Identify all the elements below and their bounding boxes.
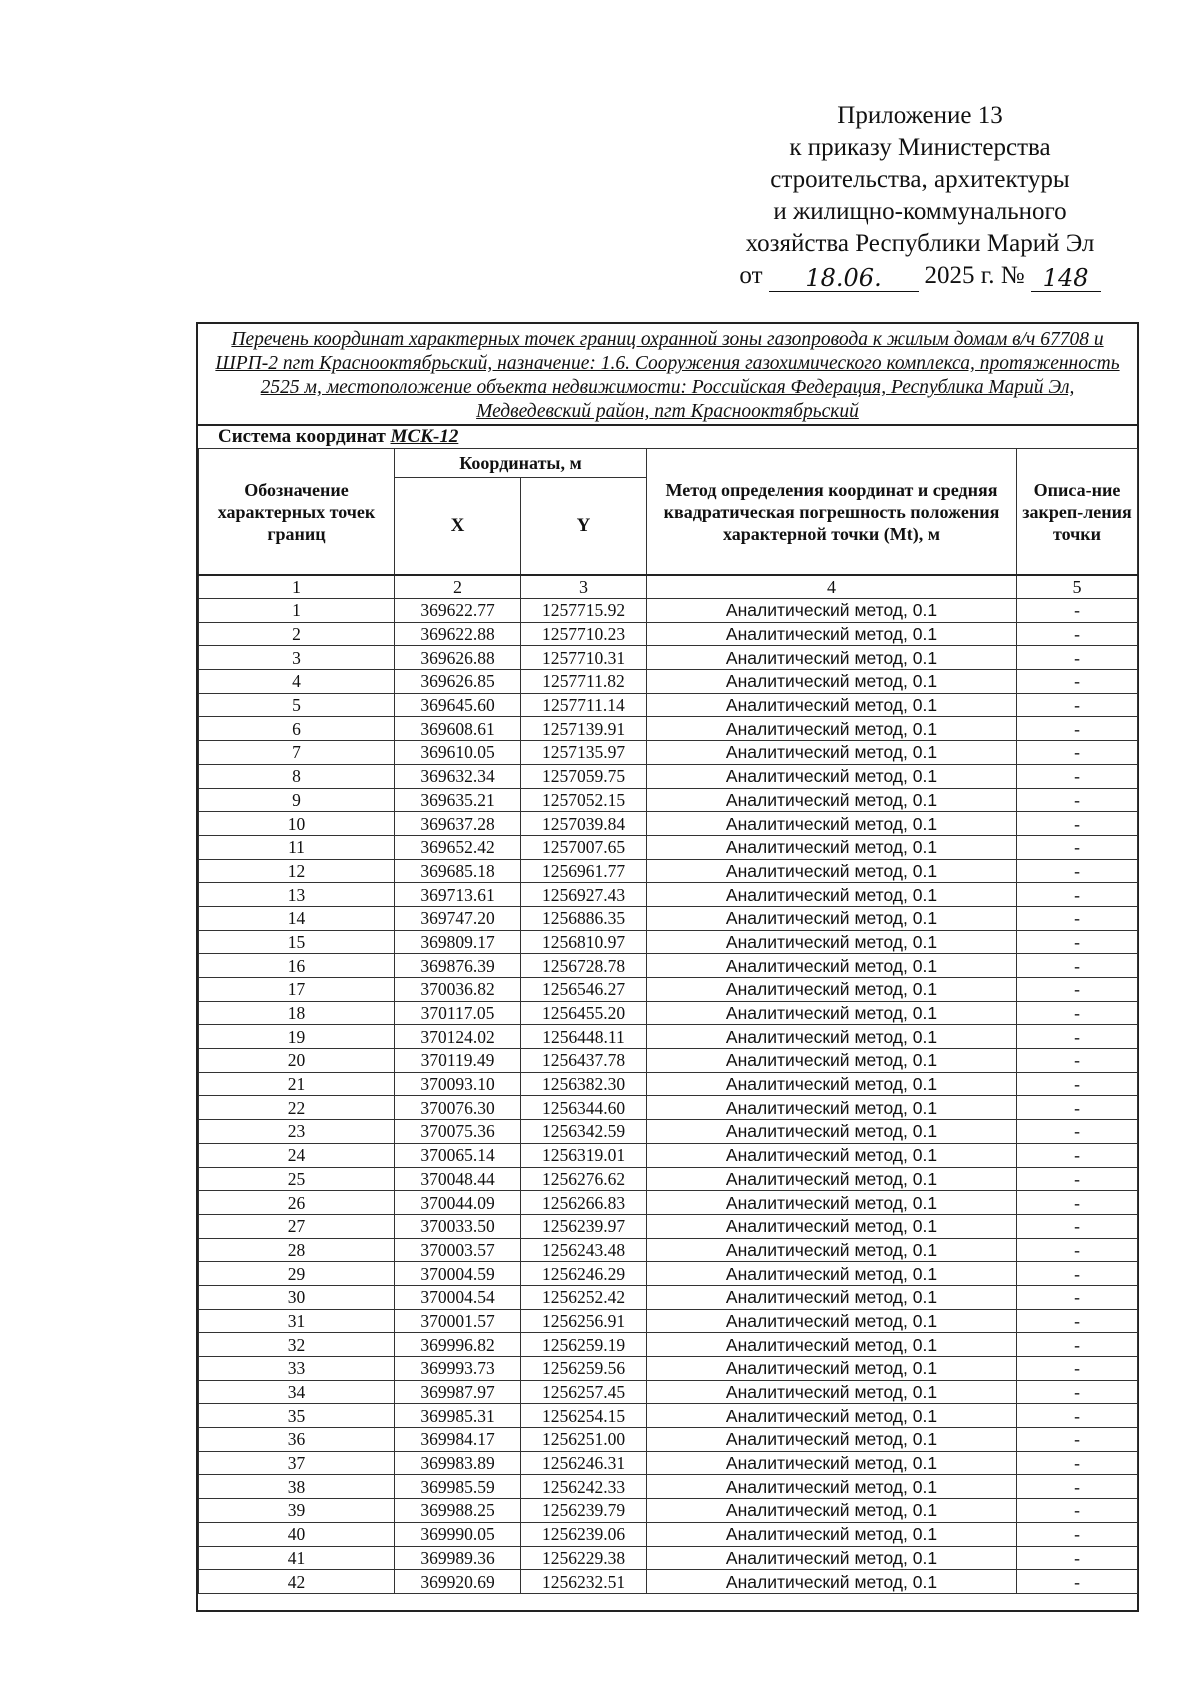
table-row — [199, 930, 1138, 954]
point-number: 3 — [199, 646, 395, 670]
appendix-line: к приказу Министерства — [789, 134, 1051, 161]
coord-y: 1256448.11 — [521, 1025, 647, 1049]
table-row — [199, 1025, 1138, 1049]
method-cell: Аналитический метод, 0.1 — [647, 788, 1017, 812]
coord-x: 369635.21 — [395, 788, 521, 812]
method-cell: Аналитический метод, 0.1 — [647, 1001, 1017, 1025]
description-cell: - — [1017, 1120, 1138, 1144]
coordinates-table — [198, 448, 1138, 1594]
point-number: 13 — [199, 883, 395, 907]
point-number: 34 — [199, 1380, 395, 1404]
point-number: 27 — [199, 1214, 395, 1238]
point-number: 23 — [199, 1120, 395, 1144]
description-cell: - — [1017, 1143, 1138, 1167]
point-number: 14 — [199, 906, 395, 930]
description-cell: - — [1017, 1404, 1138, 1428]
description-cell: - — [1017, 1451, 1138, 1475]
point-number: 35 — [199, 1404, 395, 1428]
method-cell: Аналитический метод, 0.1 — [647, 1475, 1017, 1499]
coord-x: 369996.82 — [395, 1333, 521, 1357]
method-cell: Аналитический метод, 0.1 — [647, 622, 1017, 646]
coord-y: 1256266.83 — [521, 1191, 647, 1215]
table-body — [199, 599, 1138, 1594]
table-row — [199, 859, 1138, 883]
coord-x: 370075.36 — [395, 1120, 521, 1144]
description-cell: - — [1017, 1499, 1138, 1523]
method-cell: Аналитический метод, 0.1 — [647, 1570, 1017, 1594]
coord-x: 369988.25 — [395, 1499, 521, 1523]
method-cell: Аналитический метод, 0.1 — [647, 1096, 1017, 1120]
point-number: 24 — [199, 1143, 395, 1167]
description-cell: - — [1017, 1191, 1138, 1215]
description-cell: - — [1017, 906, 1138, 930]
table-row — [199, 622, 1138, 646]
description-cell: - — [1017, 930, 1138, 954]
coord-x: 369608.61 — [395, 717, 521, 741]
method-cell: Аналитический метод, 0.1 — [647, 1522, 1017, 1546]
table-row — [199, 1285, 1138, 1309]
description-cell: - — [1017, 1546, 1138, 1570]
description-cell: - — [1017, 1096, 1138, 1120]
method-cell: Аналитический метод, 0.1 — [647, 1191, 1017, 1215]
table-row — [199, 1357, 1138, 1381]
coord-y: 1256256.91 — [521, 1309, 647, 1333]
method-cell: Аналитический метод, 0.1 — [647, 1546, 1017, 1570]
point-number: 30 — [199, 1285, 395, 1309]
point-number: 10 — [199, 812, 395, 836]
table-row — [199, 1167, 1138, 1191]
coord-x: 369632.34 — [395, 764, 521, 788]
table-row — [199, 1191, 1138, 1215]
coord-x: 369713.61 — [395, 883, 521, 907]
header-x: X — [395, 478, 521, 576]
point-number: 26 — [199, 1191, 395, 1215]
coord-x: 369987.97 — [395, 1380, 521, 1404]
coord-x: 369610.05 — [395, 741, 521, 765]
coord-y: 1257052.15 — [521, 788, 647, 812]
description-cell: - — [1017, 883, 1138, 907]
point-number: 32 — [199, 1333, 395, 1357]
coord-x: 369809.17 — [395, 930, 521, 954]
coord-y: 1256886.35 — [521, 906, 647, 930]
method-cell: Аналитический метод, 0.1 — [647, 670, 1017, 694]
description-cell: - — [1017, 622, 1138, 646]
coord-y: 1256961.77 — [521, 859, 647, 883]
table-row — [199, 978, 1138, 1002]
description-cell: - — [1017, 978, 1138, 1002]
description-cell: - — [1017, 693, 1138, 717]
description-cell: - — [1017, 646, 1138, 670]
description-cell: - — [1017, 835, 1138, 859]
point-number: 18 — [199, 1001, 395, 1025]
header-y: Y — [521, 478, 647, 576]
method-cell: Аналитический метод, 0.1 — [647, 1357, 1017, 1381]
coord-y: 1256319.01 — [521, 1143, 647, 1167]
coord-x: 370117.05 — [395, 1001, 521, 1025]
method-cell: Аналитический метод, 0.1 — [647, 1262, 1017, 1286]
table-row — [199, 1238, 1138, 1262]
coord-y: 1257039.84 — [521, 812, 647, 836]
coord-x: 370033.50 — [395, 1214, 521, 1238]
method-cell: Аналитический метод, 0.1 — [647, 812, 1017, 836]
coord-y: 1256243.48 — [521, 1238, 647, 1262]
point-number: 28 — [199, 1238, 395, 1262]
method-cell: Аналитический метод, 0.1 — [647, 835, 1017, 859]
point-number: 12 — [199, 859, 395, 883]
coord-x: 369985.59 — [395, 1475, 521, 1499]
coord-x: 370004.59 — [395, 1262, 521, 1286]
point-number: 36 — [199, 1428, 395, 1452]
column-number: 2 — [395, 575, 521, 599]
description-cell: - — [1017, 717, 1138, 741]
year-label: 2025 г. № — [924, 262, 1025, 289]
point-number: 5 — [199, 693, 395, 717]
point-number: 8 — [199, 764, 395, 788]
coord-x: 370003.57 — [395, 1238, 521, 1262]
table-row — [199, 1049, 1138, 1073]
table-row — [199, 1262, 1138, 1286]
description-cell: - — [1017, 1570, 1138, 1594]
point-number: 9 — [199, 788, 395, 812]
coord-y: 1256810.97 — [521, 930, 647, 954]
point-number: 39 — [199, 1499, 395, 1523]
table-row — [199, 1001, 1138, 1025]
point-number: 19 — [199, 1025, 395, 1049]
table-row — [199, 788, 1138, 812]
order-date: 18.06. — [769, 265, 919, 292]
method-cell: Аналитический метод, 0.1 — [647, 1025, 1017, 1049]
method-cell: Аналитический метод, 0.1 — [647, 978, 1017, 1002]
description-cell: - — [1017, 1309, 1138, 1333]
description-cell: - — [1017, 1285, 1138, 1309]
table-row — [199, 693, 1138, 717]
table-row — [199, 1309, 1138, 1333]
column-number: 3 — [521, 575, 647, 599]
column-number: 1 — [199, 575, 395, 599]
point-number: 21 — [199, 1072, 395, 1096]
description-cell: - — [1017, 1380, 1138, 1404]
point-number: 6 — [199, 717, 395, 741]
coord-x: 369637.28 — [395, 812, 521, 836]
point-number: 33 — [199, 1357, 395, 1381]
table-row — [199, 1333, 1138, 1357]
method-cell: Аналитический метод, 0.1 — [647, 1428, 1017, 1452]
table-row — [199, 1143, 1138, 1167]
method-cell: Аналитический метод, 0.1 — [647, 930, 1017, 954]
coord-y: 1256382.30 — [521, 1072, 647, 1096]
method-cell: Аналитический метод, 0.1 — [647, 1380, 1017, 1404]
coord-y: 1257715.92 — [521, 599, 647, 623]
method-cell: Аналитический метод, 0.1 — [647, 1120, 1017, 1144]
description-cell: - — [1017, 1072, 1138, 1096]
coord-x: 369985.31 — [395, 1404, 521, 1428]
description-cell: - — [1017, 670, 1138, 694]
appendix-line: Приложение 13 — [837, 102, 1003, 129]
coord-y: 1256242.33 — [521, 1475, 647, 1499]
coord-x: 370119.49 — [395, 1049, 521, 1073]
method-cell: Аналитический метод, 0.1 — [647, 1238, 1017, 1262]
coord-x: 369626.85 — [395, 670, 521, 694]
coord-y: 1256252.42 — [521, 1285, 647, 1309]
document-title: Перечень координат характерных точек границ охранной зоны газопровода к жилым домам в/ч 67708 и ШРП-2 пгт Краснооктябрьский, назначение: 1.6. Сооружения газохимического комплекса, протяженность 2525 м, местоположение объекта недвижимости: Российская Федерация, Республика Марий Эл, Медведевский район, пгт Краснооктябрьский — [198, 324, 1137, 426]
coord-y: 1257710.31 — [521, 646, 647, 670]
coord-y: 1256927.43 — [521, 883, 647, 907]
description-cell: - — [1017, 1262, 1138, 1286]
description-cell: - — [1017, 741, 1138, 765]
method-cell: Аналитический метод, 0.1 — [647, 1072, 1017, 1096]
table-row — [199, 812, 1138, 836]
point-number: 17 — [199, 978, 395, 1002]
description-cell: - — [1017, 764, 1138, 788]
description-cell: - — [1017, 1049, 1138, 1073]
coord-x: 369990.05 — [395, 1522, 521, 1546]
coord-x: 369920.69 — [395, 1570, 521, 1594]
method-cell: Аналитический метод, 0.1 — [647, 954, 1017, 978]
coord-x: 369983.89 — [395, 1451, 521, 1475]
coord-x: 369685.18 — [395, 859, 521, 883]
coord-y: 1256455.20 — [521, 1001, 647, 1025]
table-row — [199, 1451, 1138, 1475]
coord-x: 369652.42 — [395, 835, 521, 859]
coord-x: 369876.39 — [395, 954, 521, 978]
point-number: 42 — [199, 1570, 395, 1594]
coord-x: 369747.20 — [395, 906, 521, 930]
description-cell: - — [1017, 859, 1138, 883]
table-row — [199, 1214, 1138, 1238]
coord-y: 1256276.62 — [521, 1167, 647, 1191]
coord-y: 1256728.78 — [521, 954, 647, 978]
point-number: 29 — [199, 1262, 395, 1286]
table-row — [199, 1546, 1138, 1570]
coord-y: 1257059.75 — [521, 764, 647, 788]
appendix-header — [700, 100, 1140, 292]
method-cell: Аналитический метод, 0.1 — [647, 1214, 1017, 1238]
point-number: 16 — [199, 954, 395, 978]
coordinate-system — [198, 426, 1137, 448]
coord-y: 1256232.51 — [521, 1570, 647, 1594]
order-date-line — [700, 260, 1140, 292]
coord-y: 1256254.15 — [521, 1404, 647, 1428]
appendix-line: строительства, архитектуры — [770, 166, 1070, 193]
description-cell: - — [1017, 1167, 1138, 1191]
description-cell: - — [1017, 1357, 1138, 1381]
coord-x: 370124.02 — [395, 1025, 521, 1049]
table-row — [199, 883, 1138, 907]
table-row — [199, 670, 1138, 694]
description-cell: - — [1017, 954, 1138, 978]
coord-x: 370076.30 — [395, 1096, 521, 1120]
coord-y: 1256259.19 — [521, 1333, 647, 1357]
description-cell: - — [1017, 1522, 1138, 1546]
coord-y: 1257711.14 — [521, 693, 647, 717]
column-number: 4 — [647, 575, 1017, 599]
method-cell: Аналитический метод, 0.1 — [647, 906, 1017, 930]
coord-y: 1256437.78 — [521, 1049, 647, 1073]
point-number: 40 — [199, 1522, 395, 1546]
coord-x: 370093.10 — [395, 1072, 521, 1096]
description-cell: - — [1017, 1333, 1138, 1357]
appendix-line: хозяйства Республики Марий Эл — [745, 230, 1095, 257]
coord-y: 1257139.91 — [521, 717, 647, 741]
point-number: 7 — [199, 741, 395, 765]
method-cell: Аналитический метод, 0.1 — [647, 1499, 1017, 1523]
point-number: 4 — [199, 670, 395, 694]
coord-x: 370044.09 — [395, 1191, 521, 1215]
table-row — [199, 1072, 1138, 1096]
point-number: 11 — [199, 835, 395, 859]
point-number: 1 — [199, 599, 395, 623]
table-row — [199, 1404, 1138, 1428]
description-cell: - — [1017, 1428, 1138, 1452]
method-cell: Аналитический метод, 0.1 — [647, 883, 1017, 907]
coord-x: 370001.57 — [395, 1309, 521, 1333]
table-row — [199, 764, 1138, 788]
coord-x: 369645.60 — [395, 693, 521, 717]
header-method: Метод определения координат и средняя квадратическая погрешность положения характерной точки (Mt), м — [647, 449, 1017, 576]
method-cell: Аналитический метод, 0.1 — [647, 764, 1017, 788]
method-cell: Аналитический метод, 0.1 — [647, 741, 1017, 765]
description-cell: - — [1017, 599, 1138, 623]
coord-y: 1256246.29 — [521, 1262, 647, 1286]
description-cell: - — [1017, 1025, 1138, 1049]
order-number: 148 — [1031, 265, 1101, 292]
coord-x: 369622.88 — [395, 622, 521, 646]
coord-y: 1256239.79 — [521, 1499, 647, 1523]
table-row — [199, 1380, 1138, 1404]
table-row — [199, 1570, 1138, 1594]
coord-x: 369989.36 — [395, 1546, 521, 1570]
description-cell: - — [1017, 812, 1138, 836]
header-description: Описа-ние закреп-ления точки — [1017, 449, 1138, 576]
coord-y: 1257007.65 — [521, 835, 647, 859]
point-number: 31 — [199, 1309, 395, 1333]
point-number: 20 — [199, 1049, 395, 1073]
table-row — [199, 599, 1138, 623]
method-cell: Аналитический метод, 0.1 — [647, 1404, 1017, 1428]
appendix-line: и жилищно-коммунального — [773, 198, 1067, 225]
coord-y: 1256342.59 — [521, 1120, 647, 1144]
table-row — [199, 1475, 1138, 1499]
coord-x: 370036.82 — [395, 978, 521, 1002]
header-point: Обозначение характерных точек границ — [199, 449, 395, 576]
coord-y: 1256239.97 — [521, 1214, 647, 1238]
coord-y: 1257710.23 — [521, 622, 647, 646]
description-cell: - — [1017, 1214, 1138, 1238]
column-number: 5 — [1017, 575, 1138, 599]
table-row — [199, 741, 1138, 765]
coordinate-system-label: Система координат — [218, 426, 386, 447]
coord-y: 1256246.31 — [521, 1451, 647, 1475]
header-coordinates: Координаты, м — [395, 449, 647, 478]
coordinates-frame — [196, 322, 1139, 1612]
point-number: 37 — [199, 1451, 395, 1475]
method-cell: Аналитический метод, 0.1 — [647, 859, 1017, 883]
coord-x: 369993.73 — [395, 1357, 521, 1381]
point-number: 38 — [199, 1475, 395, 1499]
description-cell: - — [1017, 1238, 1138, 1262]
method-cell: Аналитический метод, 0.1 — [647, 1451, 1017, 1475]
method-cell: Аналитический метод, 0.1 — [647, 717, 1017, 741]
table-row — [199, 717, 1138, 741]
point-number: 15 — [199, 930, 395, 954]
table-row — [199, 954, 1138, 978]
table-row — [199, 1096, 1138, 1120]
point-number: 22 — [199, 1096, 395, 1120]
coord-y: 1257711.82 — [521, 670, 647, 694]
table-row — [199, 646, 1138, 670]
description-cell: - — [1017, 788, 1138, 812]
method-cell: Аналитический метод, 0.1 — [647, 1333, 1017, 1357]
method-cell: Аналитический метод, 0.1 — [647, 1285, 1017, 1309]
coord-x: 369622.77 — [395, 599, 521, 623]
table-row — [199, 835, 1138, 859]
table-row — [199, 1120, 1138, 1144]
table-row — [199, 1428, 1138, 1452]
coord-x: 370048.44 — [395, 1167, 521, 1191]
description-cell: - — [1017, 1475, 1138, 1499]
table-row — [199, 1499, 1138, 1523]
method-cell: Аналитический метод, 0.1 — [647, 1167, 1017, 1191]
coord-y: 1256239.06 — [521, 1522, 647, 1546]
method-cell: Аналитический метод, 0.1 — [647, 1309, 1017, 1333]
point-number: 41 — [199, 1546, 395, 1570]
table-row — [199, 1522, 1138, 1546]
method-cell: Аналитический метод, 0.1 — [647, 599, 1017, 623]
coord-y: 1256344.60 — [521, 1096, 647, 1120]
coord-y: 1256251.00 — [521, 1428, 647, 1452]
method-cell: Аналитический метод, 0.1 — [647, 1049, 1017, 1073]
coord-y: 1257135.97 — [521, 741, 647, 765]
point-number: 25 — [199, 1167, 395, 1191]
coord-y: 1256546.27 — [521, 978, 647, 1002]
method-cell: Аналитический метод, 0.1 — [647, 693, 1017, 717]
method-cell: Аналитический метод, 0.1 — [647, 646, 1017, 670]
coord-x: 369626.88 — [395, 646, 521, 670]
coord-x: 370004.54 — [395, 1285, 521, 1309]
point-number: 2 — [199, 622, 395, 646]
table-row — [199, 906, 1138, 930]
coordinate-system-value: МСК-12 — [390, 426, 459, 447]
coord-x: 369984.17 — [395, 1428, 521, 1452]
coord-x: 370065.14 — [395, 1143, 521, 1167]
coord-y: 1256259.56 — [521, 1357, 647, 1381]
coord-y: 1256229.38 — [521, 1546, 647, 1570]
coord-y: 1256257.45 — [521, 1380, 647, 1404]
method-cell: Аналитический метод, 0.1 — [647, 1143, 1017, 1167]
description-cell: - — [1017, 1001, 1138, 1025]
date-prefix: от — [739, 262, 763, 289]
